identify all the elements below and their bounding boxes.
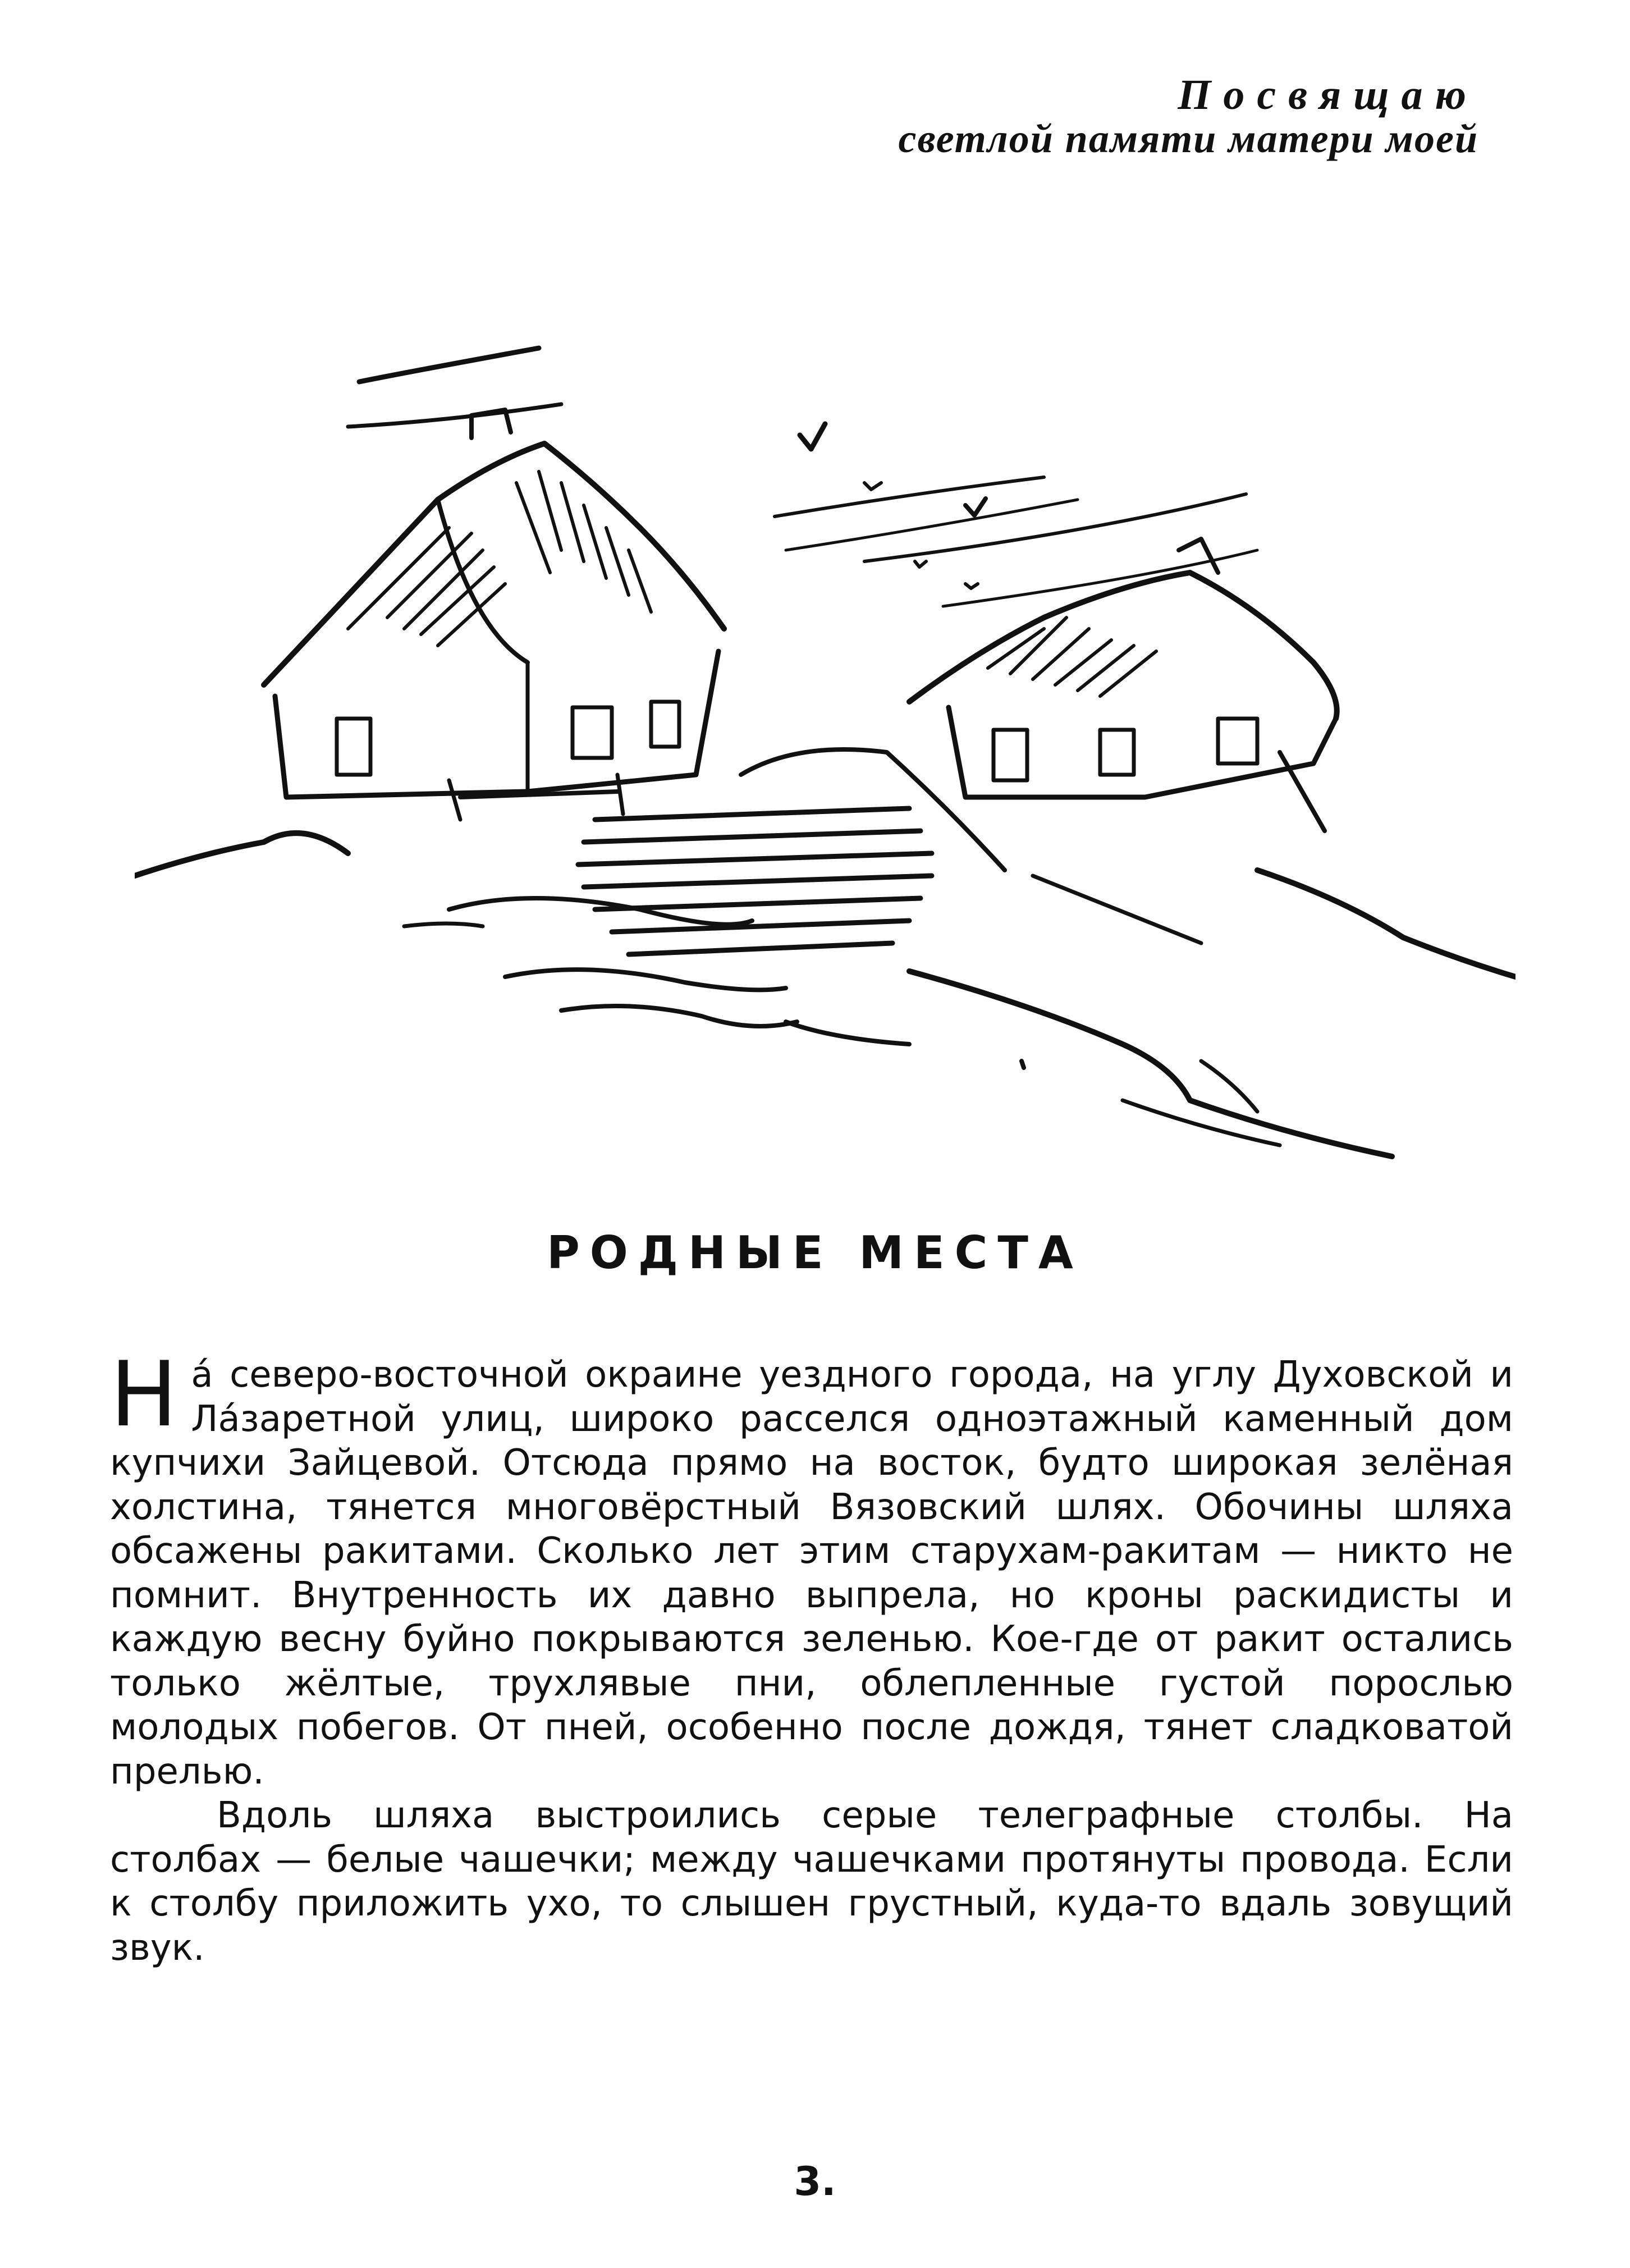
dedication	[580, 73, 1478, 160]
paragraph-1-text: а́ северо-восточной окраине уездного города, на углу Духовской и Ла́заретной улиц, широко расселся одноэтажный каменный дом купчихи Зайцевой. Отсюда прямо на восток, будто широкая зелёная холстина, тянется многовёрстный Вязовский шлях. Обочины шляха обсажены ракитами. Сколько лет этим старухам-ракитам — никто не помнит. Внутренность их давно выпрела, но кроны раскидисты и каждую весну буйно покрываются зеленью. Кое-где от ракит остались только жёлтые, трухлявые пни, облепленные густой порослью молодых побегов. От пней, особенно после дождя, тянет сладковатой прелью.	[110, 1354, 1513, 1793]
dedication-line-1: Посвящаю	[1178, 71, 1478, 118]
paragraph-2: Вдоль шляха выстроились серые телеграфные столбы. На столбах — белые чашечки; между чашечками протянуты провода. Если к столбу приложить ухо, то слышен грустный, куда-то вдаль зовущий звук.	[110, 1795, 1513, 1969]
body-text	[110, 1342, 1513, 1970]
paragraph-1	[110, 1342, 1513, 1794]
village-sketch-illustration	[135, 314, 1515, 1179]
drop-cap: Н	[110, 1342, 178, 1447]
village-sketch-icon	[135, 314, 1515, 1179]
dedication-line-2: светлой памяти матери моей	[898, 116, 1478, 161]
page-number: 3.	[794, 2159, 836, 2205]
chapter-title: РОДНЫЕ МЕСТА	[547, 1227, 1083, 1279]
